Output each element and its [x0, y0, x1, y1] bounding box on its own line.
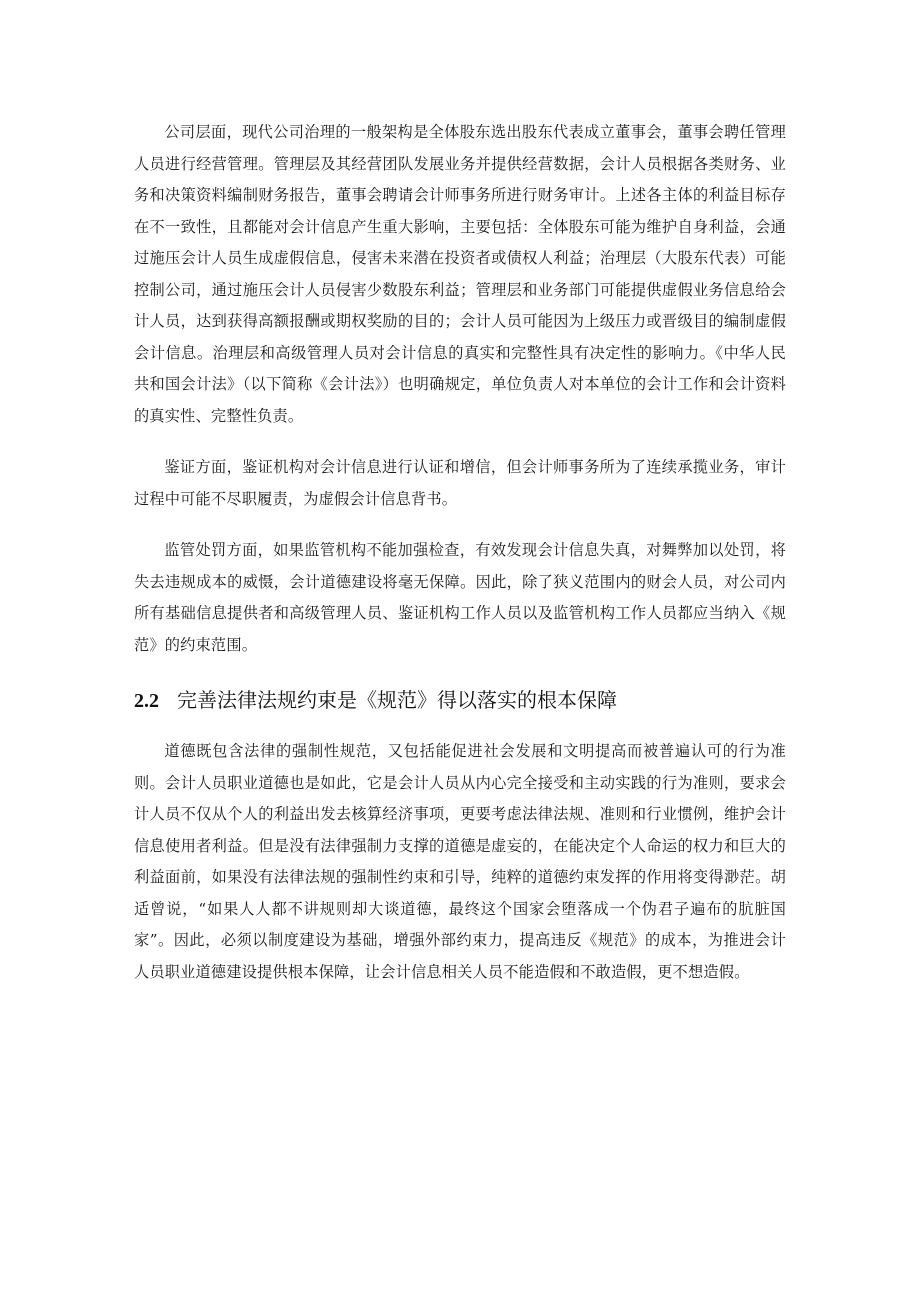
- paragraph-company-level: 公司层面，现代公司治理的一般架构是全体股东选出股东代表成立董事会，董事会聘任管理人员进行经营管理。管理层及其经营团队发展业务并提供经营数据，会计人员根据各类财务、业务和决策资料编制财务报告，董事会聘请会计师事务所进行财务审计。上述各主体的利益目标存在不一致性，且都能对会计信息产生重大影响，主要包括：全体股东可能为维护自身利益，会通过施压会计人员生成虚假信息，侵害未来潜在投资者或债权人利益；治理层（大股东代表）可能控制公司，通过施压会计人员侵害少数股东利益；管理层和业务部门可能提供虚假业务信息给会计人员，达到获得高额报酬或期权奖励的目的；会计人员可能因为上级压力或晋级目的编制虚假会计信息。治理层和高级管理人员对会计信息的真实和完整性具有决定性的影响力。《中华人民共和国会计法》（以下简称《会计法》）也明确规定，单位负责人对本单位的会计工作和会计资料的真实性、完整性负责。: [134, 123, 786, 425]
- section-heading: [134, 685, 786, 716]
- paragraph-assurance: 鉴证方面，鉴证机构对会计信息进行认证和增信，但会计师事务所为了连续承揽业务，审计过程中可能不尽职履责，为虚假会计信息背书。: [134, 458, 786, 508]
- paragraph-supervision: 监管处罚方面，如果监管机构不能加强检查，有效发现会计信息失真，对舞弊加以处罚，将失去违规成本的威慑，会计道德建设将毫无保障。因此，除了狭义范围内的财会人员，对公司内所有基础信息提供者和高级管理人员、鉴证机构工作人员以及监管机构工作人员都应当纳入《规范》的约束范围。: [134, 541, 786, 654]
- section-title: 完善法律法规约束是《规范》得以落实的根本保障: [177, 688, 617, 712]
- paragraph-law-and-ethics: 道德既包含法律的强制性规范，又包括能促进社会发展和文明提高而被普遍认可的行为准则。会计人员职业道德也是如此，它是会计人员从内心完全接受和主动实践的行为准则，要求会计人员不仅从个人的利益出发去核算经济事项，更要考虑法律法规、准则和行业惯例，维护会计信息使用者利益。但是没有法律强制力支撑的道德是虚妄的，在能决定个人命运的权力和巨大的利益面前，如果没有法律法规的强制性约束和引导，纯粹的道德约束发挥的作用将变得渺茫。胡适曾说，“如果人人都不讲规则却大谈道德，最终这个国家会堕落成一个伪君子遍布的肮脏国家”。因此，必须以制度建设为基础，增强外部约束力，提高违反《规范》的成本，为推进会计人员职业道德建设提供根本保障，让会计信息相关人员不能造假和不敢造假，更不想造假。: [134, 742, 786, 981]
- section-number: 2.2: [134, 690, 159, 712]
- document-body: [134, 117, 786, 988]
